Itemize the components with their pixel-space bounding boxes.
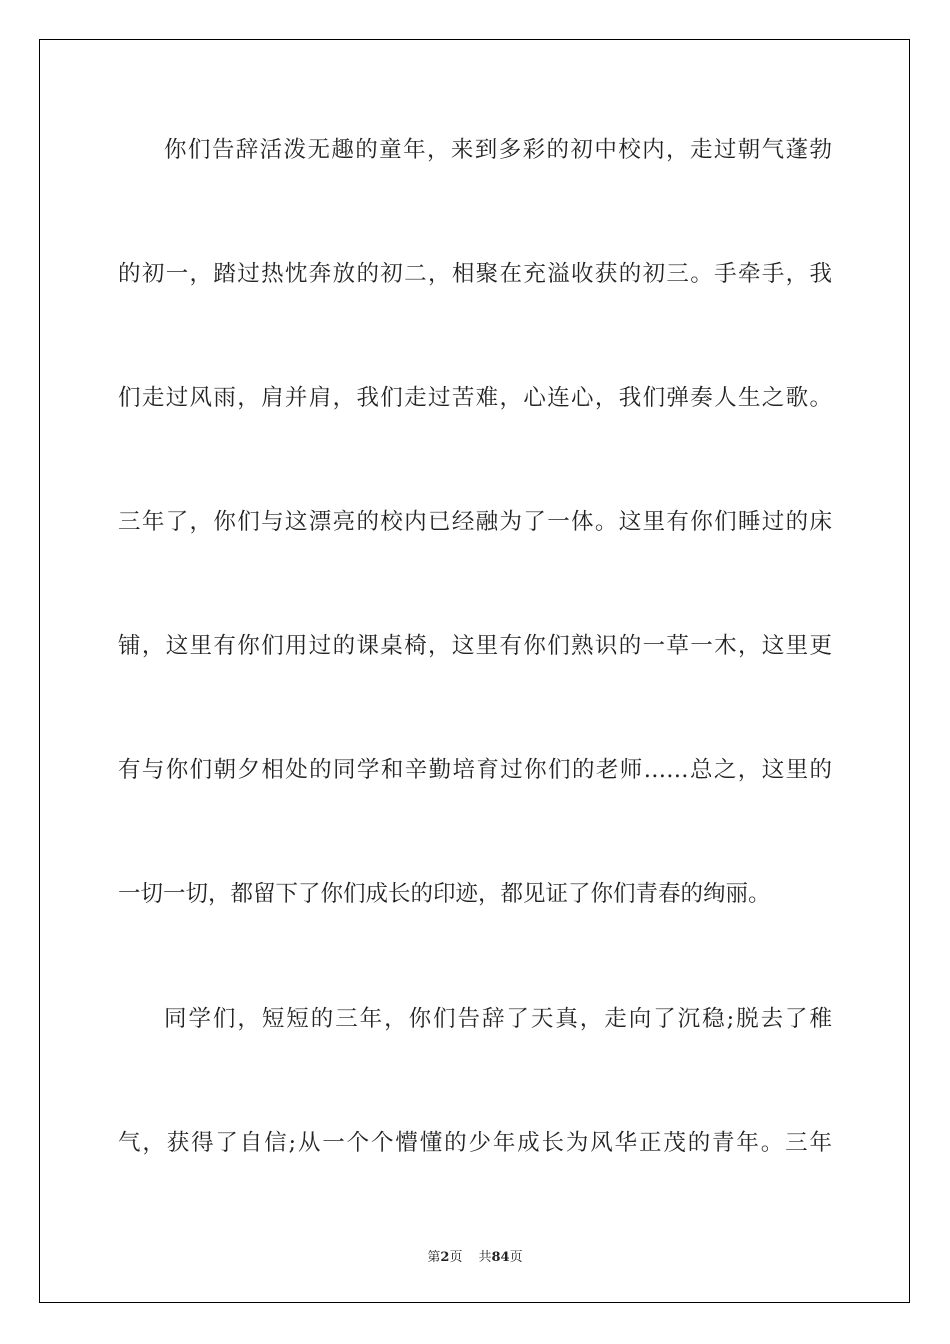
text-line-1: 你们告辞活泼无趣的童年，来到多彩的初中校内，走过朝气蓬勃 bbox=[164, 137, 832, 163]
page-border bbox=[39, 39, 910, 1303]
total-prefix: 共 bbox=[478, 1250, 492, 1265]
text-line-7: 一切一切，都留下了你们成长的印迹，都见证了你们青春的绚丽。 bbox=[118, 881, 771, 907]
page-prefix: 第 bbox=[427, 1250, 441, 1265]
text-line-9: 气，获得了自信;从一个个懵懂的少年成长为风华正茂的青年。三年 bbox=[118, 1130, 832, 1156]
text-line-2: 的初一，踏过热忱奔放的初二，相聚在充溢收获的初三。手牵手，我 bbox=[118, 261, 832, 287]
page-footer bbox=[0, 1249, 950, 1267]
text-line-8: 同学们，短短的三年，你们告辞了天真，走向了沉稳;脱去了稚 bbox=[164, 1006, 832, 1032]
total-suffix: 页 bbox=[509, 1250, 523, 1265]
text-line-4: 三年了，你们与这漂亮的校内已经融为了一体。这里有你们睡过的床 bbox=[118, 509, 832, 535]
total-pages: 84 bbox=[491, 1250, 510, 1265]
page-number: 2 bbox=[440, 1250, 450, 1265]
text-line-5: 铺，这里有你们用过的课桌椅，这里有你们熟识的一草一木，这里更 bbox=[118, 633, 832, 659]
text-line-6: 有与你们朝夕相处的同学和辛勤培育过你们的老师……总之，这里的 bbox=[118, 757, 832, 783]
page-suffix: 页 bbox=[449, 1250, 463, 1265]
text-line-3: 们走过风雨，肩并肩，我们走过苦难，心连心，我们弹奏人生之歌。 bbox=[118, 385, 832, 411]
